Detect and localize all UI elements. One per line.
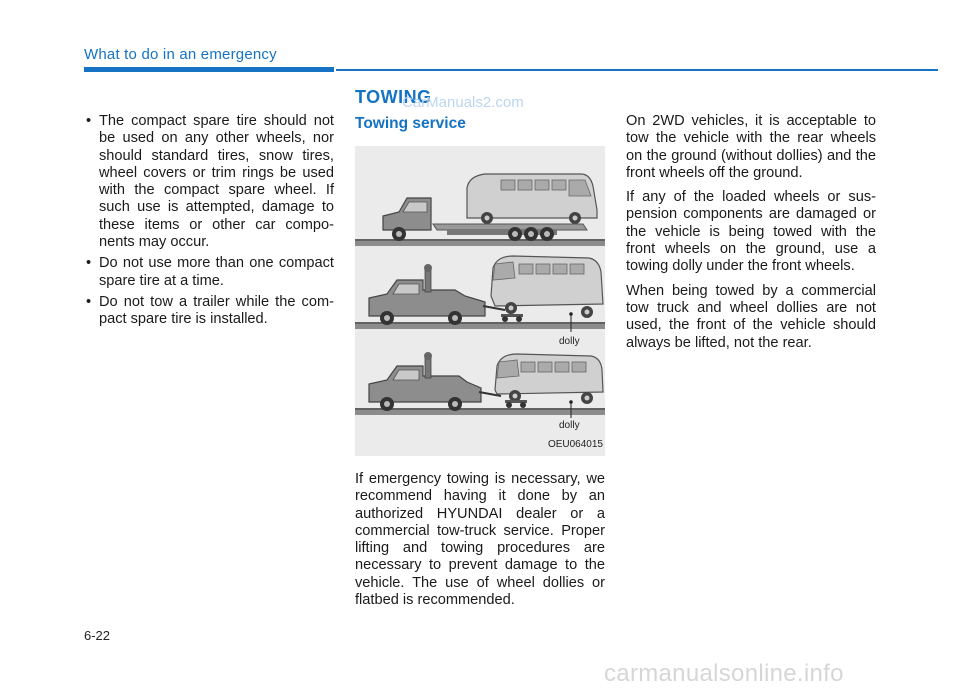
page-section-header: What to do in an emergency xyxy=(84,46,277,63)
bullet-text: Do not use more than one compact spare tire at a time. xyxy=(99,255,334,289)
footer-watermark: carmanualsonline.info xyxy=(604,660,844,687)
bullet-dot: • xyxy=(86,293,92,310)
right-paragraph: On 2WD vehicles, it is acceptable to tow the vehicle with the rear wheels on the ground (without dollies) and the front wheels off the ground. xyxy=(626,113,876,181)
bullet-text: Do not tow a trailer while the com- pact spare tire is installed. xyxy=(99,293,334,328)
figure-code: OEU064015 xyxy=(547,438,603,450)
bullet-dot: • xyxy=(86,255,92,272)
bullet-item xyxy=(84,255,334,290)
towing-methods-diagram xyxy=(355,146,605,456)
dolly-label-1: dolly xyxy=(559,336,580,347)
caution-bullet-list xyxy=(84,113,334,329)
middle-column xyxy=(355,86,605,616)
right-paragraph: When being towed by a commercial tow truck and wheel dollies are not used, the front of the vehicle should always be lifted, not the rear. xyxy=(626,282,876,351)
bullet-item xyxy=(84,113,334,251)
dolly-label-2: dolly xyxy=(559,420,580,431)
left-column xyxy=(84,113,334,333)
flatbed-truck-scene xyxy=(355,174,605,246)
wheel-lift-dolly-scene-2 xyxy=(355,352,605,418)
bullet-dot: • xyxy=(86,113,92,129)
overlay-watermark: CarManuals2.com xyxy=(402,94,524,111)
page-number: 6-22 xyxy=(84,628,111,643)
right-column xyxy=(626,113,876,359)
header-rule-thin xyxy=(336,69,938,71)
wheel-lift-dolly-scene-1 xyxy=(355,256,605,332)
bullet-item xyxy=(84,294,334,329)
header-rule-thick xyxy=(84,67,334,72)
subsection-title: Towing service xyxy=(355,115,466,132)
bullet-text: The compact spare tire should not be used on any other wheels, nor should standard tires, snow tires, wheel covers or trim rings be used with the compact spare wheel. If such use is attempted, damage to these items or other car compo- nents may occur. xyxy=(99,113,334,251)
section-title: TOWING xyxy=(355,87,432,107)
towing-service-paragraph: If emergency towing is necessary, we recommend having it done by an authorized HYUNDAI dealer or a commercial tow-truck service. Proper lifting and towing procedures are necessary to prevent damage to the vehicle. The use of wheel dollies or flatbed is recommended. xyxy=(355,471,605,609)
towing-illustration xyxy=(355,146,605,456)
right-paragraph: If any of the loaded wheels or sus- pension components are damaged or the vehicle is being towed with the front wheels on the ground, use a towing dolly under the front wheels. xyxy=(626,189,876,275)
